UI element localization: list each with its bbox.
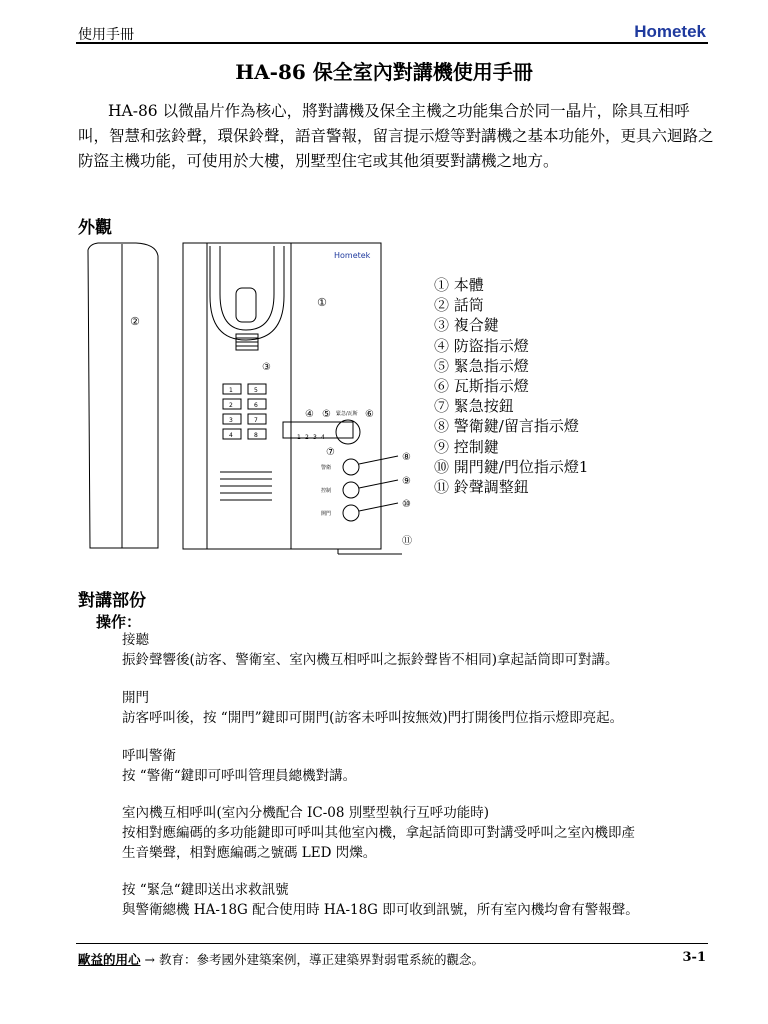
guard-button bbox=[343, 459, 359, 475]
emergency-button bbox=[336, 420, 360, 444]
key-4: 4 bbox=[229, 432, 233, 439]
op-title: 接聽 bbox=[122, 632, 149, 648]
key-3: 3 bbox=[229, 417, 233, 424]
callout-5: ⑤ bbox=[322, 409, 331, 420]
operations-title: 操作： bbox=[96, 613, 142, 631]
key-5: 5 bbox=[254, 387, 258, 394]
legend-item: ② 話筒 bbox=[434, 296, 484, 315]
legend-item: ③ 複合鍵 bbox=[434, 316, 499, 335]
callout-7: ⑦ bbox=[326, 447, 335, 458]
label-emergency-gas: 緊急/瓦斯 bbox=[336, 411, 358, 417]
op-answer bbox=[122, 630, 619, 670]
key-6: 6 bbox=[254, 402, 258, 409]
key-2: 2 bbox=[229, 402, 233, 409]
callout-6: ⑥ bbox=[365, 409, 374, 420]
page-number: 3-1 bbox=[682, 950, 706, 965]
device-illustration bbox=[76, 236, 426, 566]
arrow-icon: → bbox=[144, 952, 155, 967]
op-title: 呼叫警衛 bbox=[122, 748, 176, 764]
legend-item: ⑥ 瓦斯指示燈 bbox=[434, 377, 529, 396]
legend-item: ⑪ 鈴聲調整鈕 bbox=[434, 478, 529, 497]
header-divider bbox=[76, 42, 708, 44]
op-line: 按相對應編碼的多功能鍵即可呼叫其他室內機，拿起話筒即可對講受呼叫之室內機即產 bbox=[122, 825, 635, 841]
op-title: 按 “緊急“鍵即送出求救訊號 bbox=[122, 882, 289, 898]
op-title: 室內機互相呼叫(室內分機配合 IC-08 別墅型執行互呼功能時) bbox=[122, 805, 490, 821]
device-brand: Hometek bbox=[334, 251, 371, 260]
component-legend bbox=[434, 275, 588, 497]
legend-item: ⑧ 警衛鍵/留言指示燈 bbox=[434, 417, 579, 436]
legend-item: ⑤ 緊急指示燈 bbox=[434, 356, 529, 375]
legend-item: ④ 防盜指示燈 bbox=[434, 336, 529, 355]
key-1: 1 bbox=[229, 387, 233, 394]
footer-divider bbox=[76, 943, 708, 944]
op-open-door bbox=[122, 688, 623, 728]
op-title: 開門 bbox=[122, 690, 149, 706]
callout-1: ① bbox=[317, 296, 327, 309]
callout-9: ⑨ bbox=[402, 476, 411, 487]
intro-paragraph: HA-86 以微晶片作為核心，將對講機及保全主機之功能集合於同一晶片，除具互相呼叫，智慧和弦鈴聲，環保鈴聲，語音警報，留言提示燈等對講機之基本功能外，更具六迴路之防盜主機功能，可使用於大樓，別墅型住宅或其他須要對講機之地方。 bbox=[78, 102, 714, 170]
callout-3: ③ bbox=[262, 362, 271, 373]
label-control: 控制 bbox=[321, 488, 332, 494]
legend-item: ⑦ 緊急按鈕 bbox=[434, 397, 514, 416]
callout-2: ② bbox=[130, 315, 140, 328]
footer-note bbox=[78, 950, 484, 968]
label-guard: 警衛 bbox=[321, 465, 332, 471]
header-doc-label: 使用手冊 bbox=[78, 27, 134, 43]
page-title: HA-86 保全室內對講機使用手冊 bbox=[235, 60, 533, 84]
header-brand: Hometek bbox=[634, 22, 706, 41]
op-line: 按 “警衛“鍵即可呼叫管理員總機對講。 bbox=[122, 768, 357, 784]
legend-item: ⑨ 控制鍵 bbox=[434, 437, 499, 456]
op-line: 生音樂聲，相對應編碼之號碼 LED 閃爍。 bbox=[122, 845, 377, 861]
appearance-heading: 外觀 bbox=[78, 218, 112, 238]
callout-8: ⑧ bbox=[402, 452, 411, 463]
legend-item: ⑩ 開門鍵/門位指示燈1 bbox=[434, 457, 589, 476]
op-line: 訪客呼叫後，按 “開門”鍵即可開門(訪客未呼叫按無效)門打開後門位指示燈即亮起。 bbox=[122, 710, 624, 726]
callout-10: ⑩ bbox=[402, 499, 411, 510]
label-door: 開門 bbox=[321, 511, 332, 517]
key-7: 7 bbox=[254, 417, 258, 424]
speaker-grille bbox=[220, 472, 272, 500]
door-button bbox=[343, 505, 359, 521]
legend-item: ① 本體 bbox=[434, 276, 484, 294]
footer-brand-text: 歐益的用心 bbox=[78, 952, 141, 967]
op-line: 與警衛總機 HA-18G 配合使用時 HA-18G 即可收到訊號，所有室內機均會有警報聲。 bbox=[122, 902, 639, 918]
op-call-guard bbox=[122, 746, 356, 786]
footer-text: 教育：參考國外建築案例，導正建築界對弱電系統的觀念。 bbox=[158, 952, 484, 967]
led-4: 4 bbox=[321, 434, 325, 441]
op-inter-unit-call bbox=[122, 803, 635, 863]
op-line: 振鈴聲響後(訪客、警衛室、室內機互相呼叫之振鈴聲皆不相同)拿起話筒即可對講。 bbox=[122, 652, 619, 668]
led-1: 1 bbox=[297, 434, 301, 441]
keypad bbox=[223, 384, 266, 439]
led-3: 3 bbox=[313, 434, 317, 441]
callout-4: ④ bbox=[305, 409, 314, 420]
intercom-heading: 對講部份 bbox=[78, 591, 146, 611]
key-8: 8 bbox=[254, 432, 258, 439]
control-button bbox=[343, 482, 359, 498]
op-emergency bbox=[122, 880, 639, 920]
led-2: 2 bbox=[305, 434, 309, 441]
front-body-outline bbox=[183, 243, 381, 549]
side-view-outline bbox=[88, 243, 158, 548]
callout-11: ⑪ bbox=[402, 536, 412, 547]
